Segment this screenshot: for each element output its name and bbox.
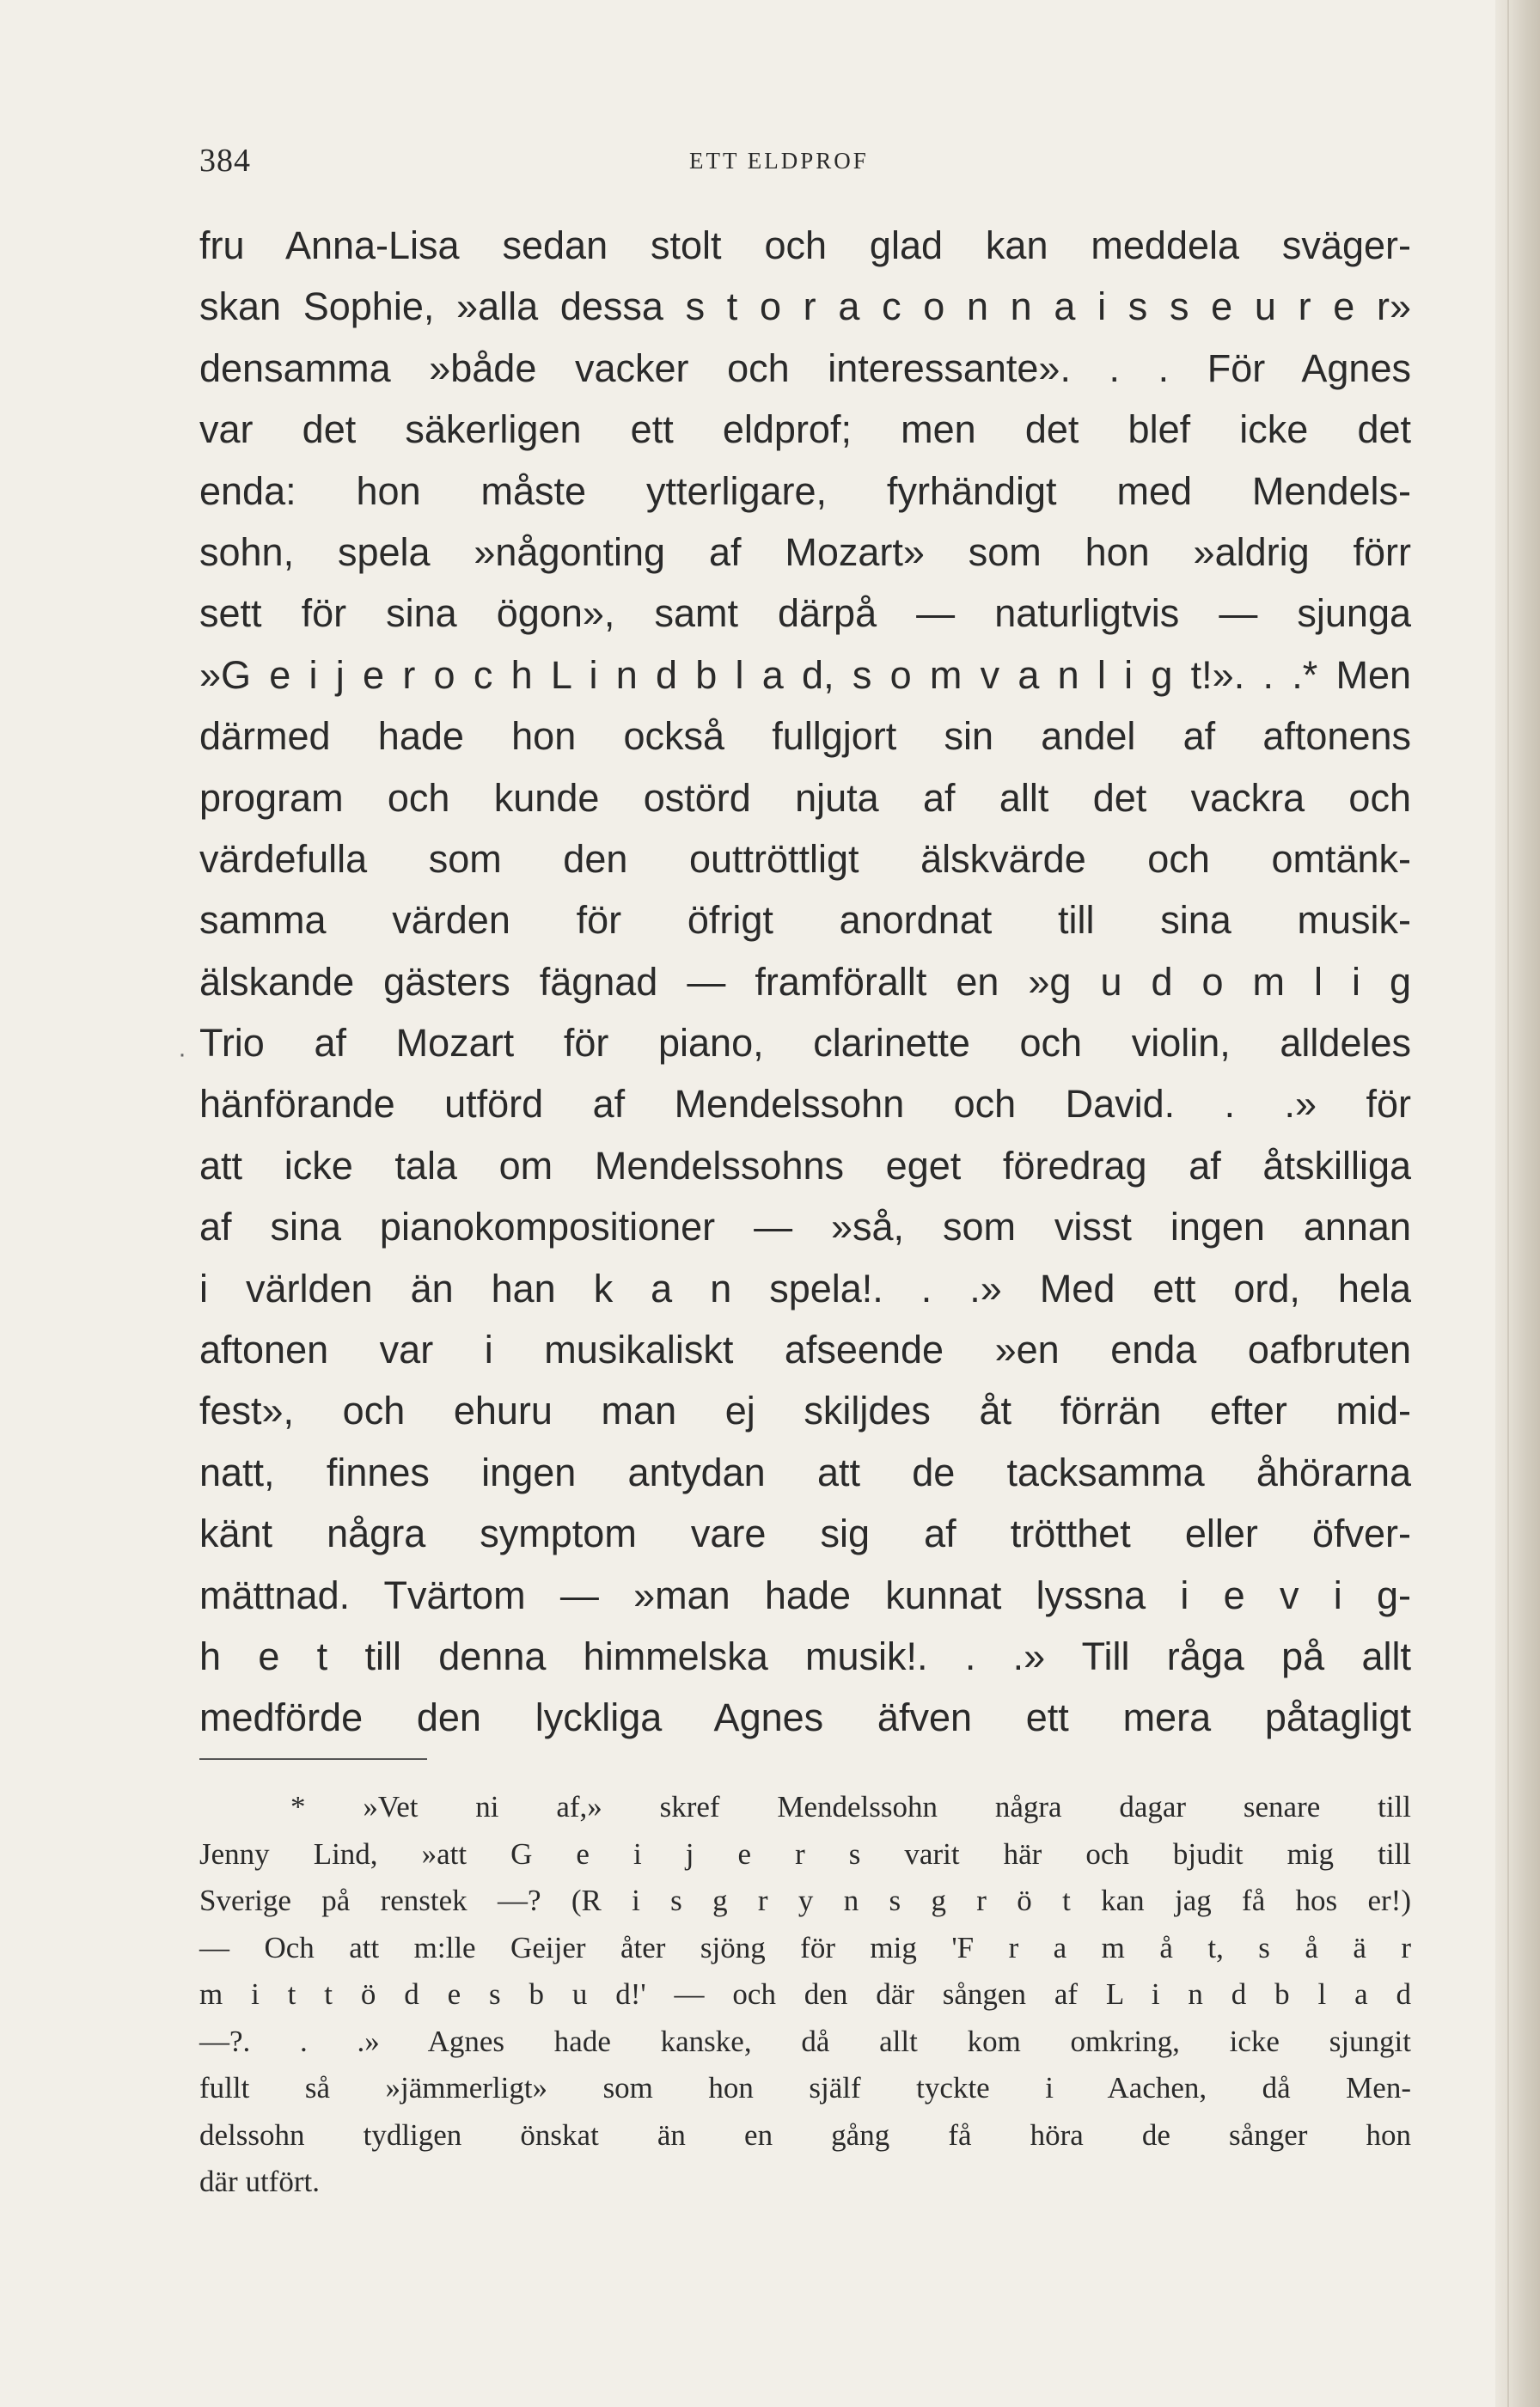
body-line: var det säkerligen ett eldprof; men det blef icke det	[199, 407, 1411, 452]
footnote-line: * »Vet ni af,» skref Mendelssohn några dagar senare till	[290, 1790, 1411, 1824]
body-line: program och kunde ostörd njuta af allt det vackra och	[199, 775, 1411, 820]
body-line: af sina pianokompositioner — »så, som visst ingen annan	[199, 1205, 1411, 1249]
body-line: natt, finnes ingen antydan att de tacksamma åhörarna	[199, 1450, 1411, 1494]
body-line: skan Sophie, »alla dessa s t o r a c o n n a i s s e u r e r»	[199, 284, 1411, 329]
running-head	[199, 142, 1411, 185]
page-number: 384	[199, 143, 251, 179]
footnote-rule	[199, 1758, 427, 1760]
body-text	[199, 215, 1411, 1749]
body-line: därmed hade hon också fullgjort sin andel af aftonens	[199, 714, 1411, 759]
body-line: värdefulla som den outtröttligt älskvärde och omtänk-	[199, 836, 1411, 881]
footnote-line: — Och att m:lle Geijer åter sjöng för mig 'F r a m å t, s å ä r	[199, 1930, 1411, 1964]
footnote	[199, 1784, 1411, 2206]
footnote-line: Jenny Lind, »att G e i j e r s varit här och bjudit mig till	[199, 1836, 1411, 1871]
body-line: enda: hon måste ytterligare, fyrhändigt med Mendels-	[199, 468, 1411, 513]
body-line: medförde den lyckliga Agnes äfven ett mera påtagligt	[199, 1695, 1411, 1740]
page-edge-shadow	[1495, 0, 1540, 2407]
body-line: h e t till denna himmelska musik!. . .» Till råga på allt	[199, 1634, 1411, 1678]
footnote-line: delssohn tydligen önskat än en gång få höra de sånger hon	[199, 2117, 1411, 2152]
margin-dot: ·	[178, 1040, 186, 1068]
body-line: mättnad. Tvärtom — »man hade kunnat lyssna i e v i g-	[199, 1573, 1411, 1617]
footnote-line: —?. . .» Agnes hade kanske, då allt kom omkring, icke sjungit	[199, 2024, 1411, 2058]
body-line: i världen än han k a n spela!. . .» Med ett ord, hela	[199, 1266, 1411, 1310]
body-line: sett för sina ögon», samt därpå — naturligtvis — sjunga	[199, 591, 1411, 636]
body-line: fru Anna-Lisa sedan stolt och glad kan meddela sväger-	[199, 223, 1411, 267]
body-line: känt några symptom vare sig af trötthet eller öfver-	[199, 1512, 1411, 1556]
body-line: att icke tala om Mendelssohns eget föredrag af åtskilliga	[199, 1143, 1411, 1188]
body-line: aftonen var i musikaliskt afseende »en enda oafbruten	[199, 1328, 1411, 1372]
body-line: älskande gästers fägnad — framförallt en »g u d o m l i g	[199, 959, 1411, 1004]
body-line: densamma »både vacker och interessante». . . För Agnes	[199, 345, 1411, 390]
footnote-line: Sverige på renstek —? (R i s g r y n s g r ö t kan jag få hos er!)	[199, 1884, 1411, 1917]
body-line: fest», och ehuru man ej skiljdes åt förrän efter mid-	[199, 1389, 1411, 1433]
body-line: hänförande utförd af Mendelssohn och David. . .» för	[199, 1082, 1411, 1127]
running-title: ETT ELDPROF	[689, 148, 869, 174]
footnote-line: m i t t ö d e s b u d!' — och den där sången af L i n d b l a d	[199, 1977, 1411, 2011]
footnote-line: där utfört.	[199, 2165, 320, 2198]
body-line: Trio af Mozart för piano, clarinette och violin, alldeles	[199, 1021, 1411, 1066]
body-line: sohn, spela »någonting af Mozart» som hon »aldrig förr	[199, 529, 1411, 574]
body-line: »G e i j e r o c h L i n d b l a d, s o m v a n l i g t!». . .* Men	[199, 652, 1411, 697]
body-line: samma värden för öfrigt anordnat till sina musik-	[199, 898, 1411, 943]
footnote-line: fullt så »jämmerligt» som hon själf tyckte i Aachen, då Men-	[199, 2071, 1411, 2105]
